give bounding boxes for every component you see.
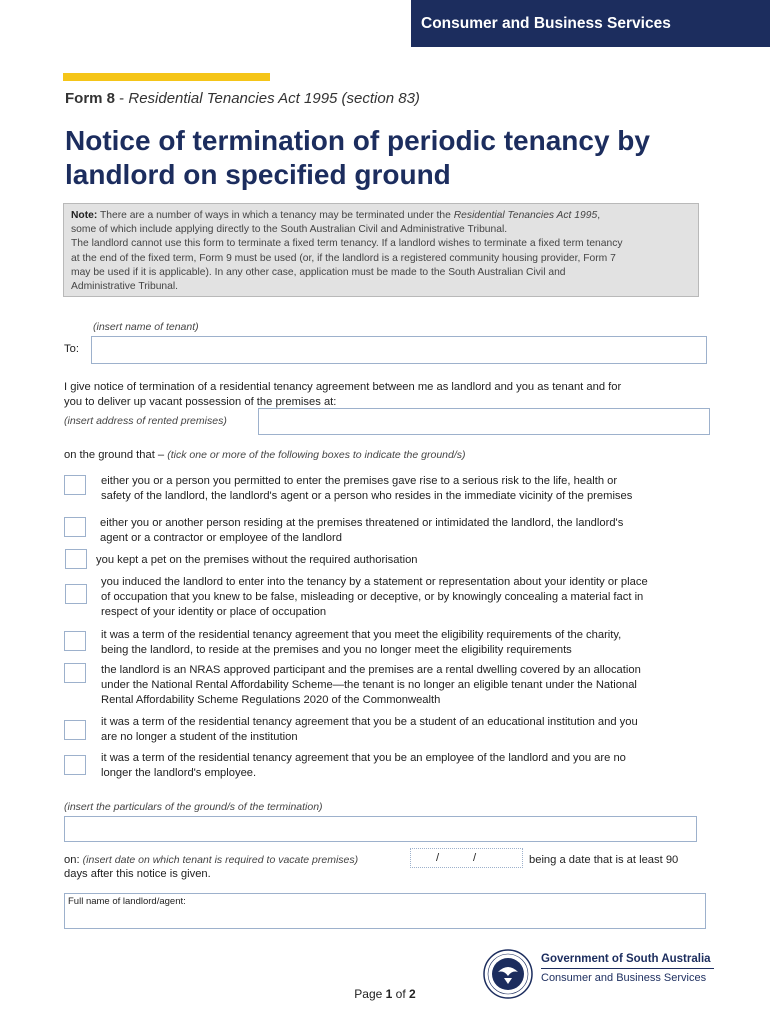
ground-7-line-1: it was a term of the residential tenancy agreement that you be a student of an educational institution and you: [101, 716, 638, 728]
note-box: [63, 203, 699, 297]
tenant-name-field[interactable]: [91, 336, 707, 364]
page-total: 2: [409, 987, 416, 1001]
ground-5-line-2: being the landlord, to reside at the premises and you no longer meet the eligibility requirements: [101, 644, 572, 656]
note-line-3: The landlord cannot use this form to terminate a fixed term tenancy. If a landlord wishes to terminate a fixed term tenancy: [71, 238, 623, 250]
ground-checkbox-5[interactable]: [64, 631, 86, 651]
page-number: [0, 987, 770, 1001]
ground-1-line-2: safety of the landlord, the landlord's agent or a person who resides in the immediate vicinity of the premises: [101, 490, 633, 502]
ground-7-line-2: are no longer a student of the institution: [101, 731, 298, 743]
date-slash-1: /: [436, 852, 440, 864]
ground-text-8: [101, 751, 741, 781]
ground-text-6: [101, 663, 751, 708]
ground-text-3: [96, 553, 736, 568]
ground-8-line-2: longer the landlord's employee.: [101, 767, 257, 779]
header-banner: Consumer and Business Services: [411, 0, 770, 47]
ground-2-line-1: either you or another person residing at the premises threatened or intimidated the landlord, the landlord's: [100, 517, 624, 529]
note-label: Note:: [71, 210, 98, 221]
ground-checkbox-3[interactable]: [65, 549, 87, 569]
address-hint: (insert address of rented premises): [64, 415, 227, 427]
page-prefix: Page: [354, 987, 386, 1001]
ground-checkbox-2[interactable]: [64, 517, 86, 537]
intro-line-2: you to deliver up vacant possession of the premises at:: [64, 395, 337, 408]
ground-4-line-1: you induced the landlord to enter into the tenancy by a statement or representation about your identity or place: [101, 576, 648, 588]
particulars-field[interactable]: [64, 816, 697, 842]
date-slash-2: /: [473, 852, 477, 864]
government-divider: [541, 968, 714, 969]
landlord-label: Full name of landlord/agent:: [68, 896, 186, 907]
ground-text-7: [101, 715, 741, 745]
ground-1-line-1: either you or a person you permitted to enter the premises gave rise to a serious risk to the life, health or: [101, 475, 618, 487]
date-hint: (insert date on which tenant is required to vacate premises): [82, 854, 359, 866]
note-line-6: Administrative Tribunal.: [71, 281, 179, 293]
page-current: 1: [385, 987, 393, 1001]
ground-text-2: [100, 516, 740, 546]
ground-text-5: [101, 628, 741, 658]
ground-checkbox-4[interactable]: [65, 584, 87, 604]
form-reference: [65, 90, 420, 107]
ground-4-line-2: of occupation that you knew to be false, misleading or deceptive, or by knowingly concealing a material fact in: [101, 591, 644, 603]
note-line-4: at the end of the fixed term, Form 9 must be used (or, if the landlord is a registered community housing provider, Form 7: [71, 252, 616, 264]
ground-checkbox-7[interactable]: [64, 720, 86, 740]
ground-6-line-2: under the National Rental Affordability Scheme—the tenant is no longer an eligible tenant under the National: [101, 679, 637, 691]
government-name: Government of South Australia: [541, 953, 711, 965]
intro-line-1: I give notice of termination of a residential tenancy agreement between me as landlord and you as tenant and for: [64, 381, 622, 393]
note-act: Residential Tenancies Act 1995: [453, 210, 598, 221]
tenant-hint: (insert name of tenant): [93, 321, 199, 333]
government-department: Consumer and Business Services: [541, 972, 707, 984]
note-comma: ,: [597, 210, 601, 221]
note-text: There are a number of ways in which a tenancy may be terminated under the: [97, 210, 454, 221]
note-line-2: some of which include applying directly to the South Australian Civil and Administrative Tribunal.: [71, 224, 508, 236]
date-on-label: on:: [64, 854, 83, 866]
ground-text-4: [101, 575, 751, 620]
ground-intro: [64, 448, 466, 463]
intro-text: [64, 380, 754, 409]
title-line-2: landlord on specified ground: [65, 159, 451, 190]
date-line-2: days after this notice is given.: [64, 868, 211, 880]
ground-checkbox-1[interactable]: [64, 475, 86, 495]
ground-4-line-3: respect of your identity or place of occupation: [101, 606, 327, 618]
ground-2-line-2: agent or a contractor or employee of the landlord: [100, 532, 342, 544]
ground-checkbox-8[interactable]: [64, 755, 86, 775]
form-separator: -: [115, 90, 129, 107]
page-title: [65, 124, 705, 192]
note-line-1: [71, 209, 691, 223]
title-line-1: Notice of termination of periodic tenancy by: [65, 125, 650, 156]
form-number: Form 8: [65, 90, 116, 107]
ground-5-line-1: it was a term of the residential tenancy agreement that you meet the eligibility requirements of the charity,: [101, 629, 622, 641]
ground-text-1: [101, 474, 741, 504]
ground-label: on the ground that –: [64, 449, 168, 461]
landlord-name-field[interactable]: [64, 893, 706, 929]
note-line-5: may be used if it is applicable). In any other case, application must be made to the South Australian Civil and: [71, 266, 566, 278]
address-field[interactable]: [258, 408, 710, 435]
to-label: To:: [64, 343, 79, 355]
ground-6-line-3: Rental Affordability Scheme Regulations 2020 of the Commonwealth: [101, 694, 441, 706]
ground-checkbox-6[interactable]: [64, 663, 86, 683]
ground-3-line-1: you kept a pet on the premises without the required authorisation: [96, 554, 418, 566]
ground-6-line-1: the landlord is an NRAS approved participant and the premises are a rental dwelling covered by an allocation: [101, 664, 641, 676]
form-act: Residential Tenancies Act 1995 (section 83): [128, 90, 420, 107]
date-after-text: being a date that is at least 90: [529, 854, 679, 866]
date-label: [64, 853, 358, 868]
ground-8-line-1: it was a term of the residential tenancy agreement that you be an employee of the landlord and you are no: [101, 752, 626, 764]
particulars-hint: (insert the particulars of the ground/s of the termination): [64, 801, 323, 813]
vacate-date-field[interactable]: [410, 848, 523, 868]
ground-hint: (tick one or more of the following boxes to indicate the ground/s): [167, 449, 466, 461]
accent-bar: [63, 73, 270, 81]
page-of: of: [392, 987, 410, 1001]
